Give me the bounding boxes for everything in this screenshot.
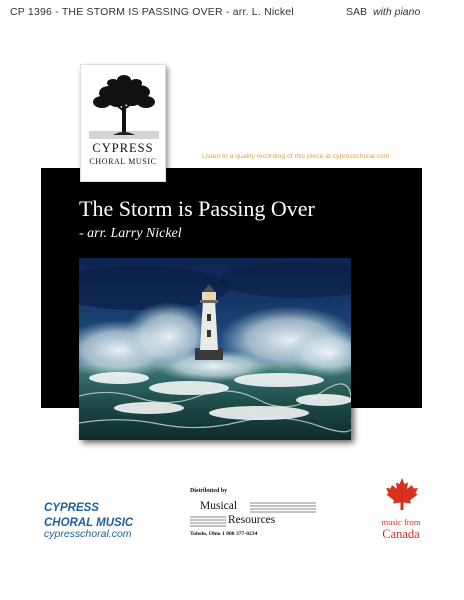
maple-leaf-icon <box>384 476 420 512</box>
lighthouse-in-storm-image <box>79 258 351 440</box>
publisher-line2: CHORAL MUSIC <box>44 517 134 529</box>
logo-staff-lines <box>89 131 159 139</box>
origin-country: Canada <box>382 527 420 541</box>
listen-note[interactable]: Listen to a quality recording of this piece at cypresschoral.com <box>202 153 390 160</box>
accompaniment: with piano <box>373 6 421 18</box>
distributor-address: Toledo, Ohio 1 800 377-0234 <box>190 531 258 537</box>
piece-title: The Storm is Passing Over <box>79 196 315 221</box>
publisher-logo <box>80 64 166 182</box>
cypress-tree-icon <box>89 73 159 137</box>
arranger: - arr. Larry Nickel <box>79 226 182 241</box>
distributor-word2: Resources <box>228 514 276 526</box>
logo-name: CYPRESS <box>92 141 154 155</box>
publisher-line1: CYPRESS <box>44 502 99 514</box>
distributed-by: Distributed by <box>190 488 228 494</box>
publisher-url[interactable]: cypresschoral.com <box>44 528 132 540</box>
logo-subtitle: CHORAL MUSIC <box>89 157 157 166</box>
distributor-word1: Musical <box>200 500 238 512</box>
distributor-logo <box>186 488 316 546</box>
catalog-line: CP 1396 - THE STORM IS PASSING OVER - arr. L. Nickel <box>10 6 294 18</box>
voicing-info <box>346 6 420 18</box>
publisher-name <box>44 501 133 531</box>
origin-label: music from <box>381 517 421 527</box>
voicing: SAB <box>346 6 368 18</box>
